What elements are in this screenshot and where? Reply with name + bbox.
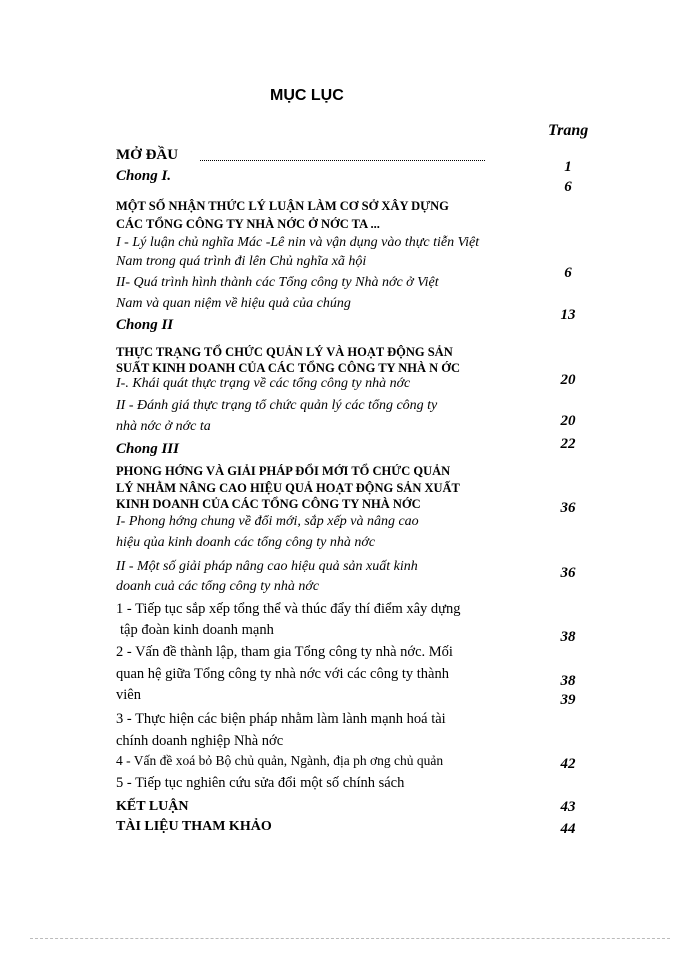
toc-entry-3-2-3-line1: 3 - Thực hiện các biện pháp nhằm làm lành mạnh hoá tài xyxy=(116,711,446,727)
toc-entry-3-2-2-line3: viên xyxy=(116,687,141,703)
page-number: 36 xyxy=(560,565,576,581)
toc-entry-3-2-1-line2: tập đoàn kinh doanh mạnh xyxy=(120,622,274,638)
toc-entry-3-1-line1: I- Phong hớng chung về đổi mới, sắp xếp và nâng cao xyxy=(116,514,419,529)
chapter-1-label: Chong I. xyxy=(116,168,172,184)
chapter-3-title-line3: KINH DOANH CỦA CÁC TỔNG CÔNG TY NHÀ NỚC xyxy=(116,497,421,511)
toc-entry-3-2-4: 4 - Vấn đề xoá bỏ Bộ chủ quản, Ngành, địa ph ơng chủ quản xyxy=(116,753,444,768)
toc-entry-3-2-2-line2: quan hệ giữa Tổng công ty nhà nớc với các công ty thành xyxy=(116,666,449,682)
toc-entry-3-2-3-line2: chính doanh nghiệp Nhà nớc xyxy=(116,733,284,749)
dot-leader xyxy=(200,152,485,161)
toc-entry-3-2-line1: II - Một số giải pháp nâng cao hiệu quả sản xuất kinh xyxy=(116,559,418,574)
chapter-1-title-line2: CÁC TỔNG CÔNG TY NHÀ NỚC Ở NỚC TA ... xyxy=(116,217,380,231)
page-number: 44 xyxy=(560,821,576,837)
page-number: 22 xyxy=(560,436,576,452)
page-number: 20 xyxy=(560,413,576,429)
page-number: 1 xyxy=(564,159,572,175)
page-number: 42 xyxy=(560,756,576,772)
toc-entry-2-2-line1: II - Đánh giá thực trạng tổ chức quản lý các tổng công ty xyxy=(116,398,438,413)
chapter-3-title-line2: LÝ NHẰM NÂNG CAO HIỆU QUẢ HOẠT ĐỘNG SẢN XUẤT xyxy=(116,481,460,495)
chapter-3-title-line1: PHONG HỚNG VÀ GIẢI PHÁP ĐỔI MỚI TỔ CHỨC QUẢN xyxy=(116,464,451,478)
toc-entry-3-2-5: 5 - Tiếp tục nghiên cứu sửa đổi một số chính sách xyxy=(116,775,405,791)
page-column-label: Trang xyxy=(548,122,589,139)
toc-entry-2-2-line2: nhà nớc ở nớc ta xyxy=(116,419,211,434)
chapter-2-title-line1: THỰC TRẠNG TỔ CHỨC QUẢN LÝ VÀ HOẠT ĐỘNG SẢN xyxy=(116,345,453,359)
toc-entry-conclusion: KẾT LUẬN xyxy=(116,799,189,814)
chapter-2-label: Chong II xyxy=(116,317,174,333)
toc-entry-2-1: I-. Khái quát thực trạng về các tổng công ty nhà nớc xyxy=(116,376,411,391)
page-title: MỤC LỤC xyxy=(270,87,344,104)
toc-entry-1-1-line2: Nam trong quá trình đi lên Chủ nghĩa xã hội xyxy=(116,254,367,269)
toc-entry-3-2-1-line1: 1 - Tiếp tục sắp xếp tổng thể và thúc đẩy thí điểm xây dựng xyxy=(116,601,461,617)
toc-entry-3-1-line2: hiệu qủa kinh doanh các tổng công ty nhà nớc xyxy=(116,535,376,550)
toc-entry-3-2-line2: doanh cuả các tổng công ty nhà nớc xyxy=(116,579,320,594)
page-number: 6 xyxy=(564,179,572,195)
page-number: 6 xyxy=(564,265,572,281)
page-number: 36 xyxy=(560,500,576,516)
page-number: 13 xyxy=(560,307,576,323)
page-number: 20 xyxy=(560,372,576,388)
toc-entry-intro: MỞ ĐẦU xyxy=(116,147,179,163)
page-number: 38 xyxy=(560,629,576,645)
chapter-3-label: Chong III xyxy=(116,441,179,457)
toc-entry-1-1-line1: I - Lý luận chủ nghĩa Mác -Lê nin và vận dụng vào thực tiễn Việt xyxy=(116,235,480,250)
page-number: 43 xyxy=(560,799,576,815)
toc-entry-1-2-line1: II- Quá trình hình thành các Tổng công ty Nhà nớc ở Việt xyxy=(116,275,439,290)
page-number: 38 xyxy=(560,673,576,689)
chapter-1-title-line1: MỘT SỐ NHẬN THỨC LÝ LUẬN LÀM CƠ SỞ XÂY DỰNG xyxy=(116,199,449,213)
toc-entry-references: TÀI LIỆU THAM KHẢO xyxy=(116,819,272,834)
toc-entry-3-2-2-line1: 2 - Vấn đề thành lập, tham gia Tổng công ty nhà nớc. Mối xyxy=(116,644,453,660)
page-bottom-divider xyxy=(30,938,670,939)
chapter-2-title-line2: SUẤT KINH DOANH CỦA CÁC TỔNG CÔNG TY NHÀ N ỚC xyxy=(116,361,461,375)
page-number: 39 xyxy=(560,692,576,708)
toc-entry-1-2-line2: Nam và quan niệm về hiệu quả của chúng xyxy=(116,296,351,311)
